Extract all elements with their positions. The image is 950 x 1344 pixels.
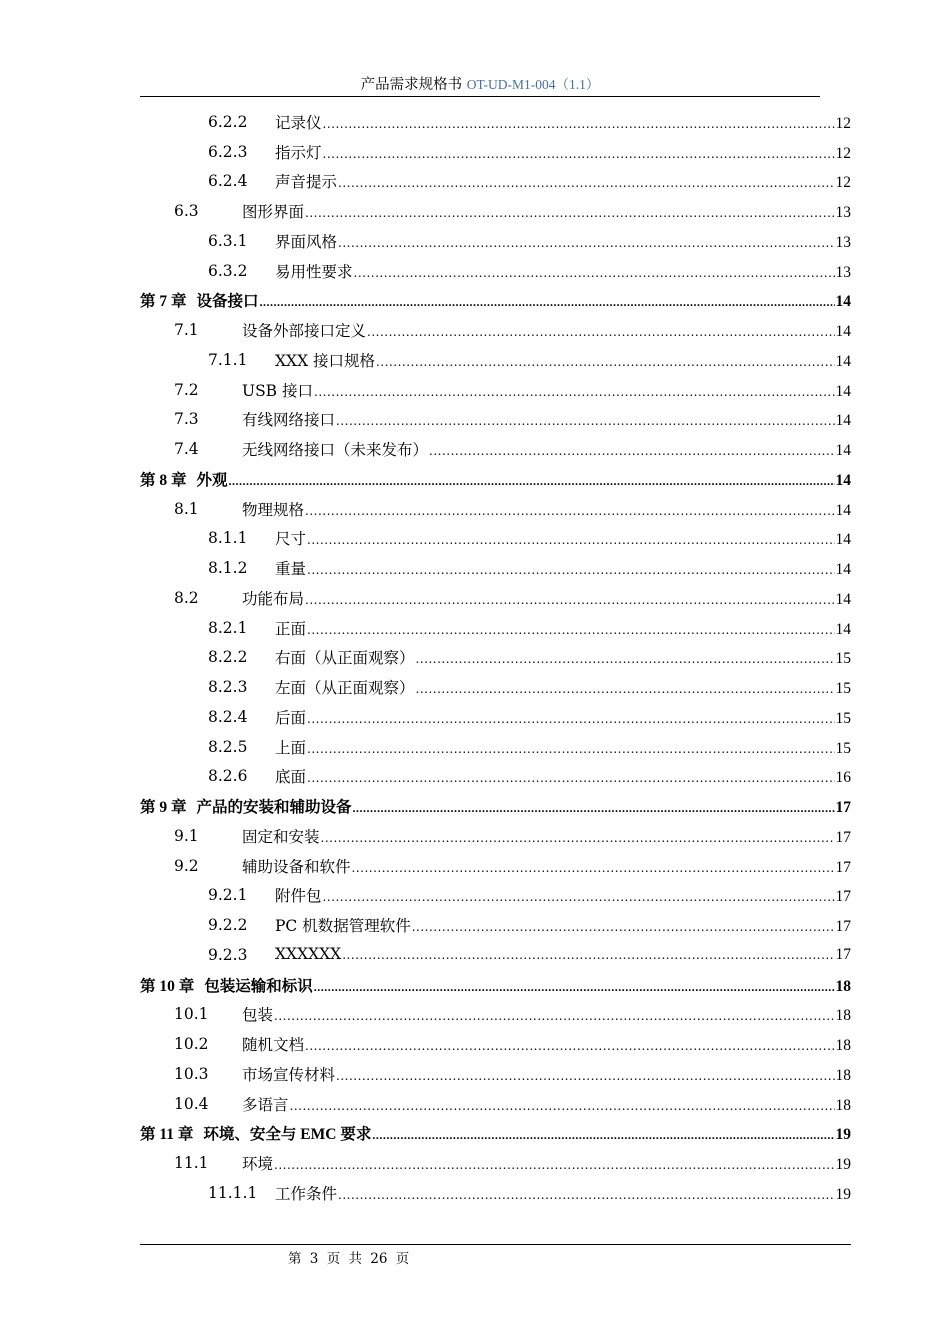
toc-entry[interactable]	[140, 732, 851, 762]
toc-entry-number: 8.2.2	[208, 648, 248, 667]
toc-entry-title: 外观	[196, 471, 228, 489]
toc-entry[interactable]	[140, 672, 851, 702]
toc-entry-number: 9.2.1	[208, 886, 248, 905]
toc-entry-title: PC 机数据管理软件	[275, 917, 411, 936]
toc-leader-dots	[274, 1158, 834, 1172]
toc-entry-page: 18	[835, 1007, 851, 1025]
toc-entry[interactable]	[140, 107, 851, 137]
toc-entry[interactable]	[140, 643, 851, 673]
toc-leader-dots	[367, 325, 834, 339]
toc-entry-line	[275, 706, 851, 728]
toc-leader-dots	[416, 682, 835, 696]
toc-leader-dots	[229, 474, 835, 489]
footer-total-word: 共	[348, 1251, 362, 1267]
footer-current-page: 3	[309, 1251, 319, 1267]
toc-entry-title: 固定和安装	[242, 827, 320, 846]
toc-entry-title: 包装运输和标识	[204, 977, 313, 995]
toc-entry-number: 8.1	[174, 499, 199, 518]
toc-entry-page: 14	[835, 531, 851, 549]
toc-entry-line	[242, 1003, 851, 1025]
toc-entry-page: 19	[835, 1185, 851, 1203]
toc-entry-line	[140, 795, 851, 817]
toc-leader-dots	[416, 652, 835, 666]
toc-entry-number: 10.2	[174, 1035, 209, 1054]
toc-entry-title: 环境	[242, 1155, 274, 1174]
toc-entry-title: 产品的安装和辅助设备	[196, 799, 352, 817]
toc-entry[interactable]	[140, 137, 851, 167]
toc-entry-number: 6.2.4	[208, 172, 248, 191]
toc-entry-number: 第 8 章	[140, 471, 187, 489]
toc-entry-number: 10.1	[174, 1005, 209, 1024]
toc-entry-number: 9.2.2	[208, 916, 248, 935]
toc-entry-number: 8.2.6	[208, 767, 248, 786]
toc-leader-dots	[305, 593, 834, 607]
toc-entry-page: 13	[835, 233, 851, 251]
toc-leader-dots	[321, 831, 835, 845]
toc-leader-dots	[338, 236, 834, 250]
toc-entry-number: 7.3	[174, 410, 199, 429]
toc-entry-number: 第 10 章	[140, 977, 195, 995]
toc-entry-line	[275, 111, 851, 133]
toc-entry-line	[242, 855, 851, 877]
toc-entry-title: 指示灯	[275, 143, 322, 162]
toc-entry[interactable]	[140, 315, 851, 345]
toc-entry-page: 12	[835, 174, 851, 192]
toc-entry-page: 18	[835, 1066, 851, 1084]
toc-entry-line	[275, 736, 851, 758]
footer-page-word: 页	[326, 1251, 341, 1267]
toc-entry-line	[275, 170, 851, 192]
toc-entry-line	[242, 587, 851, 609]
toc-entry-page: 18	[835, 1037, 851, 1055]
toc-entry-line	[242, 1152, 851, 1174]
toc-entry[interactable]	[140, 196, 851, 226]
toc-entry-title: 左面（从正面观察）	[275, 679, 415, 698]
toc-leader-dots	[429, 444, 834, 458]
toc-leader-dots	[305, 1039, 834, 1053]
toc-entry-title: 功能布局	[242, 589, 305, 608]
toc-entry-page: 13	[835, 263, 851, 281]
toc-entry[interactable]	[140, 1119, 851, 1149]
toc-leader-dots	[274, 1009, 834, 1023]
toc-entry-line	[275, 914, 851, 936]
toc-leader-dots	[260, 295, 835, 310]
toc-entry-line	[275, 527, 851, 549]
footer-suffix: 页	[395, 1251, 410, 1267]
toc-leader-dots	[412, 920, 835, 934]
toc-entry[interactable]	[140, 613, 851, 643]
toc-leader-dots	[338, 1188, 834, 1202]
toc-leader-dots	[336, 1069, 834, 1083]
toc-entry[interactable]	[140, 345, 851, 375]
toc-entry-title: 工作条件	[275, 1184, 338, 1203]
toc-entry-number: 6.3.1	[208, 231, 248, 250]
toc-entry-title: XXXXXX	[275, 945, 342, 964]
toc-entry-page: 14	[835, 323, 851, 341]
toc-entry-number: 10.3	[174, 1064, 209, 1083]
toc-entry-line	[242, 379, 851, 401]
toc-entry-number: 9.2.3	[208, 945, 248, 964]
toc-leader-dots	[354, 266, 835, 280]
toc-entry-title: 附件包	[275, 887, 322, 906]
toc-entry[interactable]	[140, 553, 851, 583]
toc-entry-title: 辅助设备和软件	[242, 857, 351, 876]
toc-entry-title: 正面	[275, 619, 307, 638]
toc-entry-number: 6.3	[174, 202, 199, 221]
toc-entry[interactable]	[140, 881, 851, 911]
toc-leader-dots	[372, 1128, 834, 1143]
toc-entry-line	[140, 289, 851, 311]
toc-entry-page: 12	[835, 114, 851, 132]
toc-leader-dots	[323, 147, 835, 161]
toc-entry-title: XXX 接口规格	[275, 351, 376, 370]
toc-leader-dots	[338, 176, 834, 190]
toc-entry-page: 14	[835, 561, 851, 579]
toc-entry-line	[242, 319, 851, 341]
toc-entry-page: 17	[835, 946, 851, 964]
toc-entry-line	[275, 141, 851, 163]
toc-entry-number: 8.2.3	[208, 678, 248, 697]
toc-entry-line	[275, 884, 851, 906]
toc-entry-title: 随机文档	[242, 1036, 305, 1055]
toc-entry-number: 11.1	[174, 1154, 209, 1173]
toc-entry-title: 物理规格	[242, 500, 305, 519]
toc-entry-line	[275, 646, 851, 668]
toc-entry[interactable]	[140, 434, 851, 464]
toc-entry-title: 市场宣传材料	[242, 1065, 336, 1084]
toc-entry-line	[242, 1063, 851, 1085]
footer-prefix: 第	[288, 1251, 302, 1267]
toc-entry-page: 16	[835, 769, 851, 787]
toc-entry[interactable]	[140, 405, 851, 435]
toc-entry[interactable]	[140, 167, 851, 197]
toc-entry[interactable]	[140, 910, 851, 940]
toc-entry-title: 重量	[275, 560, 307, 579]
toc-entry-number: 6.2.2	[208, 112, 248, 131]
toc-entry-title: 右面（从正面观察）	[275, 649, 415, 668]
footer-total-pages: 26	[370, 1251, 388, 1267]
toc-entry-number: 第 11 章	[140, 1126, 194, 1144]
toc-entry[interactable]	[140, 1148, 851, 1178]
document-title: 产品需求规格书	[360, 77, 463, 93]
toc-entry[interactable]	[140, 375, 851, 405]
toc-leader-dots	[307, 563, 834, 577]
toc-entry[interactable]	[140, 851, 851, 881]
toc-entry-line	[140, 974, 851, 996]
toc-entry-line	[275, 349, 851, 371]
toc-entry-title: 界面风格	[275, 232, 338, 251]
toc-entry-number: 6.2.3	[208, 142, 248, 161]
toc-entry-line	[242, 438, 851, 460]
toc-entry-number: 8.1.1	[208, 529, 248, 548]
toc-entry-page: 15	[835, 680, 851, 698]
toc-entry-page: 14	[835, 442, 851, 460]
toc-entry-page: 14	[835, 352, 851, 370]
toc-entry-number: 8.2.1	[208, 618, 248, 637]
toc-leader-dots	[307, 771, 834, 785]
toc-entry-page: 14	[835, 412, 851, 430]
toc-entry-number: 10.4	[174, 1094, 209, 1113]
toc-leader-dots	[336, 414, 834, 428]
toc-entry-number: 第 7 章	[140, 293, 187, 311]
toc-entry-number: 7.4	[174, 440, 199, 459]
toc-entry-number: 9.2	[174, 856, 199, 875]
toc-entry[interactable]	[140, 1000, 851, 1030]
toc-entry-page: 17	[835, 858, 851, 876]
toc-entry-page: 14	[835, 620, 851, 638]
toc-leader-dots	[290, 1099, 835, 1113]
toc-leader-dots	[314, 980, 835, 995]
toc-entry[interactable]	[140, 1089, 851, 1119]
toc-entry-line	[242, 408, 851, 430]
toc-entry-page: 18	[835, 1096, 851, 1114]
toc-entry-page: 13	[835, 204, 851, 222]
toc-entry-line	[140, 1122, 851, 1144]
toc-entry-number: 8.1.2	[208, 559, 248, 578]
toc-leader-dots	[314, 385, 835, 399]
toc-entry-line	[275, 230, 851, 252]
toc-entry-number: 6.3.2	[208, 261, 248, 280]
toc-entry-line	[275, 676, 851, 698]
toc-entry-page: 15	[835, 650, 851, 668]
toc-entry[interactable]	[140, 1029, 851, 1059]
toc-entry-title: 设备外部接口定义	[242, 322, 367, 341]
toc-entry-line	[275, 765, 851, 787]
toc-entry-line	[242, 200, 851, 222]
toc-entry-line	[275, 617, 851, 639]
toc-leader-dots	[323, 890, 835, 904]
toc-entry-page: 14	[835, 293, 851, 311]
toc-entry-page: 17	[835, 918, 851, 936]
toc-entry-page: 14	[835, 382, 851, 400]
toc-entry-line	[242, 825, 851, 847]
toc-entry[interactable]	[140, 702, 851, 732]
toc-entry-line	[242, 1093, 851, 1115]
toc-entry-title: 易用性要求	[275, 262, 353, 281]
toc-entry-line	[242, 1033, 851, 1055]
toc-entry-title: 声音提示	[275, 173, 338, 192]
toc-entry-number: 7.1	[174, 321, 199, 340]
toc-entry-page: 17	[835, 828, 851, 846]
toc-entry-page: 14	[835, 590, 851, 608]
toc-entry-title: 上面	[275, 738, 307, 757]
table-of-contents	[140, 107, 851, 1208]
toc-entry[interactable]	[140, 970, 851, 1000]
toc-entry-page: 17	[835, 888, 851, 906]
toc-leader-dots	[307, 623, 834, 637]
toc-entry-number: 11.1.1	[208, 1183, 258, 1202]
toc-leader-dots	[352, 861, 835, 875]
toc-entry-page: 15	[835, 709, 851, 727]
toc-entry[interactable]	[140, 791, 851, 821]
toc-entry-number: 8.2.5	[208, 737, 248, 756]
page-header	[140, 74, 820, 97]
toc-entry[interactable]	[140, 1178, 851, 1208]
toc-entry[interactable]	[140, 226, 851, 256]
toc-entry-line	[275, 260, 851, 282]
toc-leader-dots	[342, 948, 834, 962]
toc-entry-line	[140, 468, 851, 490]
toc-entry-number: 7.2	[174, 380, 199, 399]
toc-entry-number: 9.1	[174, 826, 199, 845]
toc-entry[interactable]	[140, 583, 851, 613]
toc-entry-title: 尺寸	[275, 530, 307, 549]
toc-entry-line	[275, 945, 851, 964]
toc-entry[interactable]	[140, 762, 851, 792]
toc-entry-title: 环境、安全与 EMC 要求	[203, 1126, 372, 1144]
toc-entry-page: 18	[835, 977, 851, 995]
toc-entry-line	[275, 557, 851, 579]
document-code: OT-UD-M1-004（1.1）	[466, 77, 600, 92]
toc-entry-number: 8.2	[174, 588, 199, 607]
toc-entry-page: 14	[835, 471, 851, 489]
toc-entry[interactable]	[140, 286, 851, 316]
toc-entry-line	[242, 498, 851, 520]
toc-entry-title: 有线网络接口	[242, 411, 336, 430]
toc-leader-dots	[305, 504, 834, 518]
toc-entry-title: 记录仪	[275, 113, 322, 132]
toc-entry-page: 12	[835, 144, 851, 162]
toc-entry[interactable]	[140, 1059, 851, 1089]
toc-entry[interactable]	[140, 464, 851, 494]
toc-leader-dots	[323, 117, 835, 131]
toc-entry-page: 14	[835, 501, 851, 519]
toc-entry[interactable]	[140, 256, 851, 286]
toc-entry-title: 多语言	[242, 1095, 289, 1114]
toc-entry-page: 17	[835, 799, 851, 817]
toc-entry-page: 19	[835, 1156, 851, 1174]
footer-divider	[140, 1244, 851, 1245]
toc-entry-title: 后面	[275, 708, 307, 727]
toc-entry-title: 无线网络接口（未来发布）	[242, 441, 429, 460]
toc-entry-page: 19	[835, 1126, 851, 1144]
toc-leader-dots	[307, 712, 834, 726]
toc-leader-dots	[376, 355, 834, 369]
toc-leader-dots	[307, 533, 834, 547]
toc-entry[interactable]	[140, 494, 851, 524]
toc-entry-title: 图形界面	[242, 203, 305, 222]
toc-entry[interactable]	[140, 821, 851, 851]
toc-entry-title: 底面	[275, 768, 307, 787]
toc-entry-number: 7.1.1	[208, 350, 248, 369]
toc-leader-dots	[305, 206, 834, 220]
toc-leader-dots	[307, 742, 834, 756]
toc-entry[interactable]	[140, 524, 851, 554]
toc-leader-dots	[353, 801, 835, 816]
toc-entry-title: 包装	[242, 1006, 274, 1025]
page-footer	[288, 1247, 413, 1267]
toc-entry-number: 8.2.4	[208, 707, 248, 726]
toc-entry-line	[275, 1182, 851, 1204]
toc-entry-title: 设备接口	[196, 293, 259, 311]
toc-entry-page: 15	[835, 739, 851, 757]
toc-entry[interactable]	[140, 940, 851, 970]
toc-entry-number: 第 9 章	[140, 799, 187, 817]
toc-entry-title: USB 接口	[242, 381, 313, 400]
